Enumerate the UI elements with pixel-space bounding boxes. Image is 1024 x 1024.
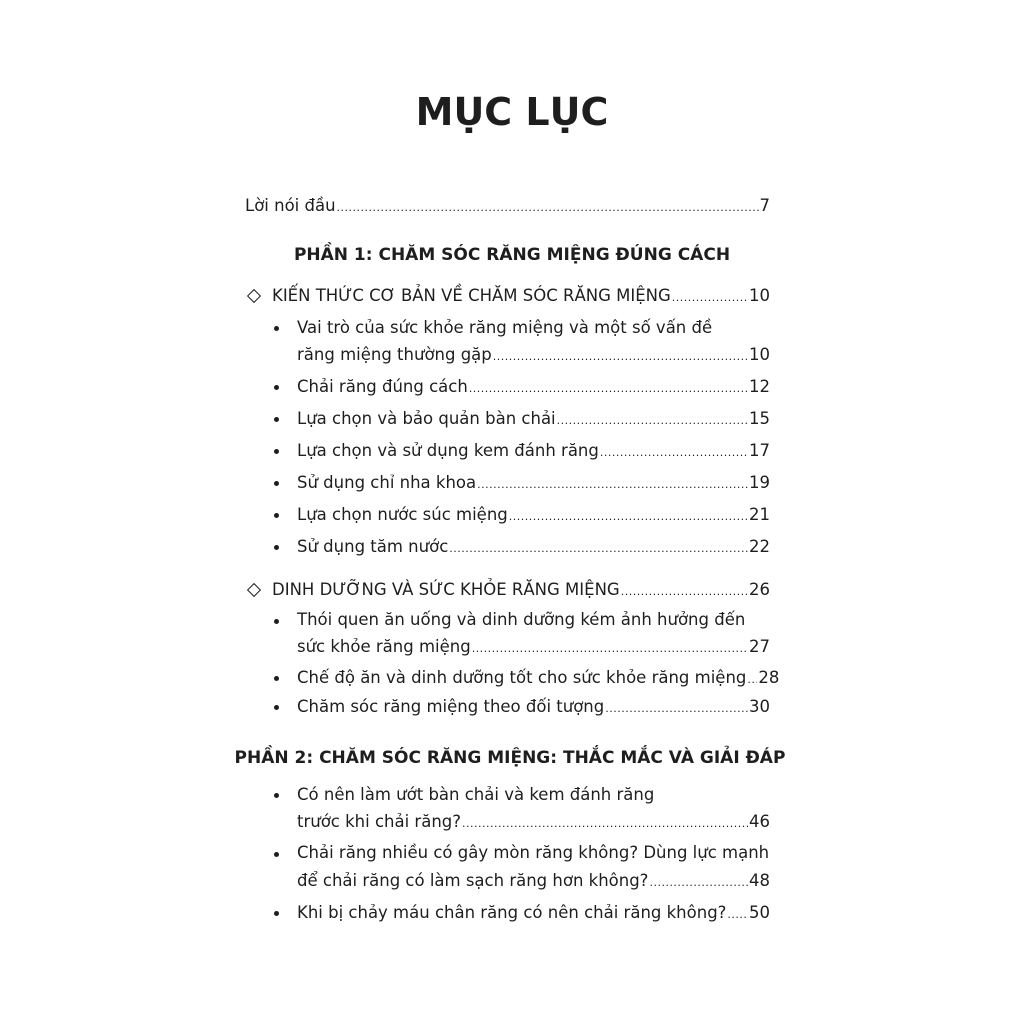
dot-leader bbox=[462, 810, 748, 836]
toc-label: Lời nói đầu bbox=[245, 196, 336, 215]
toc-page-number: 12 bbox=[749, 377, 770, 396]
part-heading-1: PHẦN 1: CHĂM SÓC RĂNG MIỆNG ĐÚNG CÁCH bbox=[293, 245, 731, 265]
toc-label: Sử dụng tăm nước bbox=[297, 537, 449, 556]
dot-leader bbox=[672, 284, 748, 310]
bullet-icon bbox=[274, 449, 279, 454]
toc-page-number: 22 bbox=[749, 537, 770, 556]
bullet-icon bbox=[274, 513, 279, 518]
toc-label: DINH DƯỠNG VÀ SỨC KHỎE RĂNG MIỆNG bbox=[272, 580, 620, 599]
bullet-icon bbox=[274, 911, 279, 916]
diamond-icon bbox=[247, 289, 261, 303]
toc-item-3-1[interactable] bbox=[297, 810, 770, 836]
dot-leader bbox=[337, 194, 759, 220]
toc-page-number: 30 bbox=[749, 697, 770, 716]
dot-leader bbox=[649, 869, 748, 895]
toc-page-number: 46 bbox=[749, 812, 770, 831]
toc-label: trước khi chải răng? bbox=[297, 812, 462, 831]
toc-label: Khi bị chảy máu chân răng có nên chải răng không? bbox=[297, 903, 727, 922]
toc-label: Lựa chọn nước súc miệng bbox=[297, 505, 508, 524]
toc-item-line: Chải răng nhiều có gây mòn răng không? Dùng lực mạnh bbox=[297, 843, 770, 862]
toc-page-number: 10 bbox=[749, 286, 770, 305]
bullet-icon bbox=[274, 793, 279, 798]
toc-page-number: 19 bbox=[749, 473, 770, 492]
toc-item-1-2[interactable] bbox=[297, 375, 770, 401]
bullet-icon bbox=[274, 676, 279, 681]
toc-item-1-4[interactable] bbox=[297, 439, 770, 465]
bullet-icon bbox=[274, 385, 279, 390]
toc-item-2-2[interactable] bbox=[297, 666, 780, 692]
toc-label: KIẾN THỨC CƠ BẢN VỀ CHĂM SÓC RĂNG MIỆNG bbox=[272, 286, 671, 305]
dot-leader bbox=[493, 343, 748, 369]
toc-page-number: 48 bbox=[749, 871, 770, 890]
toc-item-3-2[interactable] bbox=[297, 869, 770, 895]
toc-entry-preface[interactable] bbox=[245, 194, 770, 220]
dot-leader bbox=[605, 695, 748, 721]
toc-item-2-3[interactable] bbox=[297, 695, 770, 721]
dot-leader bbox=[477, 471, 748, 497]
toc-item-line: Có nên làm ướt bàn chải và kem đánh răng bbox=[297, 785, 655, 804]
toc-item-2-1[interactable] bbox=[297, 635, 770, 661]
toc-label: Lựa chọn và sử dụng kem đánh răng bbox=[297, 441, 599, 460]
dot-leader bbox=[557, 407, 748, 433]
bullet-icon bbox=[274, 545, 279, 550]
toc-item-1-3[interactable] bbox=[297, 407, 770, 433]
toc-item-line: Vai trò của sức khỏe răng miệng và một số vấn đề bbox=[297, 318, 713, 337]
dot-leader bbox=[469, 375, 748, 401]
toc-item-1-7[interactable] bbox=[297, 535, 770, 561]
toc-label: Chăm sóc răng miệng theo đối tượng bbox=[297, 697, 605, 716]
bullet-icon bbox=[274, 481, 279, 486]
dot-leader bbox=[509, 503, 748, 529]
toc-page-number: 17 bbox=[749, 441, 770, 460]
bullet-icon bbox=[274, 705, 279, 710]
toc-label: Chải răng đúng cách bbox=[297, 377, 468, 396]
toc-label: sức khỏe răng miệng bbox=[297, 637, 471, 656]
toc-section-1[interactable] bbox=[272, 284, 770, 310]
toc-item-1-6[interactable] bbox=[297, 503, 770, 529]
toc-page-number: 10 bbox=[749, 345, 770, 364]
bullet-icon bbox=[274, 417, 279, 422]
toc-item-1-5[interactable] bbox=[297, 471, 770, 497]
toc-item-1-1[interactable] bbox=[297, 343, 770, 369]
part-heading-2: PHẦN 2: CHĂM SÓC RĂNG MIỆNG: THẮC MẮC VÀ GIẢI ĐÁP bbox=[234, 748, 786, 768]
toc-page-number: 27 bbox=[749, 637, 770, 656]
page-title: MỤC LỤC bbox=[415, 90, 609, 134]
toc-page-number: 7 bbox=[759, 196, 770, 215]
toc-label: để chải răng có làm sạch răng hơn không? bbox=[297, 871, 649, 890]
toc-label: Sử dụng chỉ nha khoa bbox=[297, 473, 477, 492]
toc-item-line: Thói quen ăn uống và dinh dưỡng kém ảnh hưởng đến bbox=[297, 610, 746, 629]
dot-leader bbox=[472, 635, 748, 661]
toc-item-3-3[interactable] bbox=[297, 901, 770, 927]
dot-leader bbox=[600, 439, 748, 465]
dot-leader bbox=[621, 578, 748, 604]
toc-page-number: 26 bbox=[749, 580, 770, 599]
toc-page-number: 21 bbox=[749, 505, 770, 524]
toc-page-number: 28 bbox=[758, 668, 780, 687]
bullet-icon bbox=[274, 326, 279, 331]
dot-leader bbox=[747, 666, 757, 692]
toc-label: Lựa chọn và bảo quản bàn chải bbox=[297, 409, 556, 428]
toc-label: răng miệng thường gặp bbox=[297, 345, 492, 364]
bullet-icon bbox=[274, 852, 279, 857]
dot-leader bbox=[727, 901, 748, 927]
toc-label: Chế độ ăn và dinh dưỡng tốt cho sức khỏe răng miệng bbox=[297, 668, 747, 687]
diamond-icon bbox=[247, 583, 261, 597]
toc-page-number: 15 bbox=[749, 409, 770, 428]
toc-page-number: 50 bbox=[749, 903, 770, 922]
dot-leader bbox=[449, 535, 748, 561]
toc-section-2[interactable] bbox=[272, 578, 770, 604]
bullet-icon bbox=[274, 619, 279, 624]
